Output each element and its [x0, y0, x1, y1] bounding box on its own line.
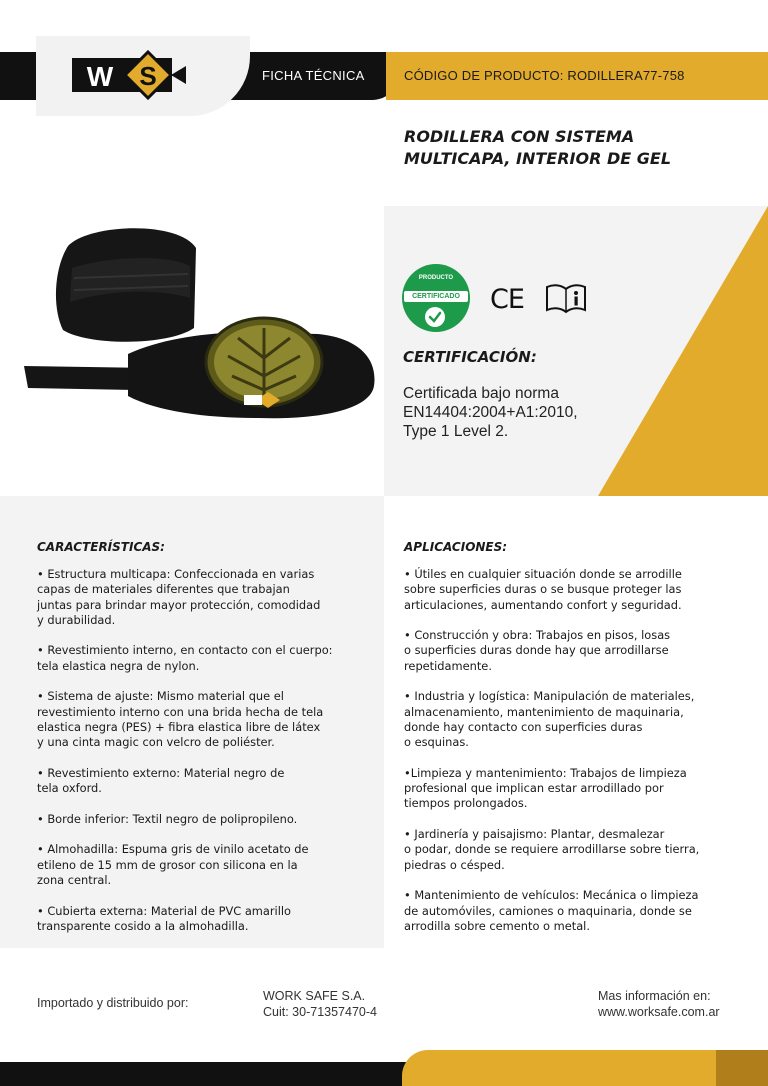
list-item-line: y durabilidad.: [37, 612, 116, 627]
list-item-line: • Útiles en cualquier situación donde se arrodille: [404, 567, 682, 581]
company-cuit: Cuit: 30-71357470-4: [263, 1005, 377, 1019]
logo-letter-s: S: [139, 61, 157, 91]
list-item-line: transparente cosido a la almohadilla.: [37, 918, 249, 933]
list-item: [37, 842, 377, 888]
product-code: CÓDIGO DE PRODUCTO: RODILLERA77-758: [404, 68, 685, 83]
list-item-line: • Jardinería y paisajismo: Plantar, desmalezar: [404, 827, 665, 842]
list-item: [37, 643, 377, 674]
list-item-line: o esquinas.: [404, 735, 469, 750]
imported-by-label: Importado y distribuido por:: [37, 996, 189, 1010]
aplicaciones-list: [404, 567, 754, 949]
list-item-line: • Mantenimiento de vehículos: Mecánica o limpieza: [404, 888, 699, 903]
caracteristicas-list: [37, 567, 377, 949]
list-item-line: tiempos prolongados.: [404, 796, 528, 811]
list-item: [404, 689, 754, 750]
certified-product-badge: [402, 264, 470, 332]
yellow-triangle-decor: [598, 206, 768, 496]
certification-text: Certificada bajo norma EN14404:2004+A1:2010, Type 1 Level 2.: [403, 385, 578, 440]
website-link[interactable]: www.worksafe.com.ar: [598, 1005, 720, 1019]
list-item: [404, 628, 754, 674]
list-item-line: zona central.: [37, 872, 112, 887]
badge-middle-text: CERTIFICADO: [404, 291, 468, 302]
certification-heading: CERTIFICACIÓN:: [403, 348, 537, 366]
list-item-line: • Almohadilla: Espuma gris de vinilo acetato de: [37, 842, 309, 857]
company-name: WORK SAFE S.A.: [263, 989, 366, 1003]
list-item-line: elastica negra (PES) + fibra elastica libre de látex: [37, 719, 321, 734]
list-item-line: • Revestimiento externo: Material negro de: [37, 765, 285, 780]
list-item: [404, 766, 754, 812]
list-item-line: • Construcción y obra: Trabajos en pisos, losas: [404, 628, 671, 643]
logo-letter-w: W: [86, 61, 114, 92]
list-item-line: o superficies duras donde hay que arrodillarse: [404, 643, 669, 658]
list-item-line: donde hay contacto con superficies duras: [404, 719, 643, 734]
checkmark-icon: [424, 306, 446, 328]
list-item-line: sobre superficies duras o se busque proteger las: [404, 582, 682, 597]
company-info: [263, 988, 377, 1020]
svg-text:CE: CE: [490, 284, 524, 312]
footer-dark-accent: [716, 1050, 768, 1086]
list-item-line: capas de materiales diferentes que trabajan: [37, 582, 290, 597]
list-item-line: profesional que implican estar arrodillado por: [404, 781, 664, 796]
list-item: [37, 904, 377, 935]
list-item-line: articulaciones, aumentando confort y seguridad.: [404, 597, 682, 612]
list-item-line: etileno de 15 mm de grosor con silicona en la: [37, 857, 298, 872]
knee-pad-image: [18, 218, 384, 428]
list-item: [404, 827, 754, 873]
list-item-line: • Revestimiento interno, en contacto con el cuerpo:: [37, 643, 333, 658]
list-item-line: • Industria y logística: Manipulación de materiales,: [404, 689, 695, 704]
list-item-line: y una cinta magic con velcro de poliéster.: [37, 735, 275, 750]
list-item-line: • Borde inferior: Textil negro de polipropileno.: [37, 811, 298, 826]
badge-top-text: PRODUCTO: [418, 275, 454, 281]
list-item: [37, 766, 377, 797]
more-info-label: Mas información en:: [598, 989, 711, 1003]
list-item-line: tela elastica negra de nylon.: [37, 658, 200, 673]
list-item-line: • Cubierta externa: Material de PVC amarillo: [37, 903, 292, 918]
title-line: RODILLERA CON SISTEMA: [404, 127, 635, 146]
list-item: [404, 888, 754, 934]
list-item-line: • Sistema de ajuste: Mismo material que el: [37, 689, 284, 704]
list-item-line: •Limpieza y mantenimiento: Trabajos de limpieza: [404, 765, 687, 780]
list-item: [37, 567, 377, 628]
footer-black-band: [0, 1062, 410, 1086]
caracteristicas-heading: CARACTERÍSTICAS:: [37, 540, 165, 554]
list-item-line: • Estructura multicapa: Confeccionada en varias: [37, 567, 315, 581]
list-item-line: o podar, donde se requiere arrodillarse sobre tierra,: [404, 842, 700, 857]
list-item: [404, 567, 754, 613]
list-item-line: almacenamiento, mantenimiento de maquinaria,: [404, 704, 684, 719]
list-item-line: juntas para brindar mayor protección, comodidad: [37, 597, 321, 612]
title-line: MULTICAPA, INTERIOR DE GEL: [404, 149, 672, 168]
more-info: [598, 988, 720, 1020]
list-item-line: de automóviles, camiones o maquinaria, donde se: [404, 903, 692, 918]
list-item-line: revestimiento interno con una brida hecha de tela: [37, 704, 324, 719]
list-item-line: arrodilla sobre cemento o metal.: [404, 918, 590, 933]
product-title: [404, 126, 744, 170]
read-instructions-icon: [544, 282, 588, 314]
list-item-line: piedras o césped.: [404, 857, 505, 872]
list-item: [37, 812, 377, 827]
list-item: [37, 689, 377, 750]
ficha-tecnica-label: FICHA TÉCNICA: [262, 68, 365, 83]
ce-mark-icon: [486, 284, 528, 312]
ws-logo: [70, 50, 190, 100]
list-item-line: tela oxford.: [37, 781, 102, 796]
list-item-line: repetidamente.: [404, 658, 492, 673]
aplicaciones-heading: APLICACIONES:: [404, 540, 508, 554]
footer-yellow-band: [402, 1050, 768, 1086]
